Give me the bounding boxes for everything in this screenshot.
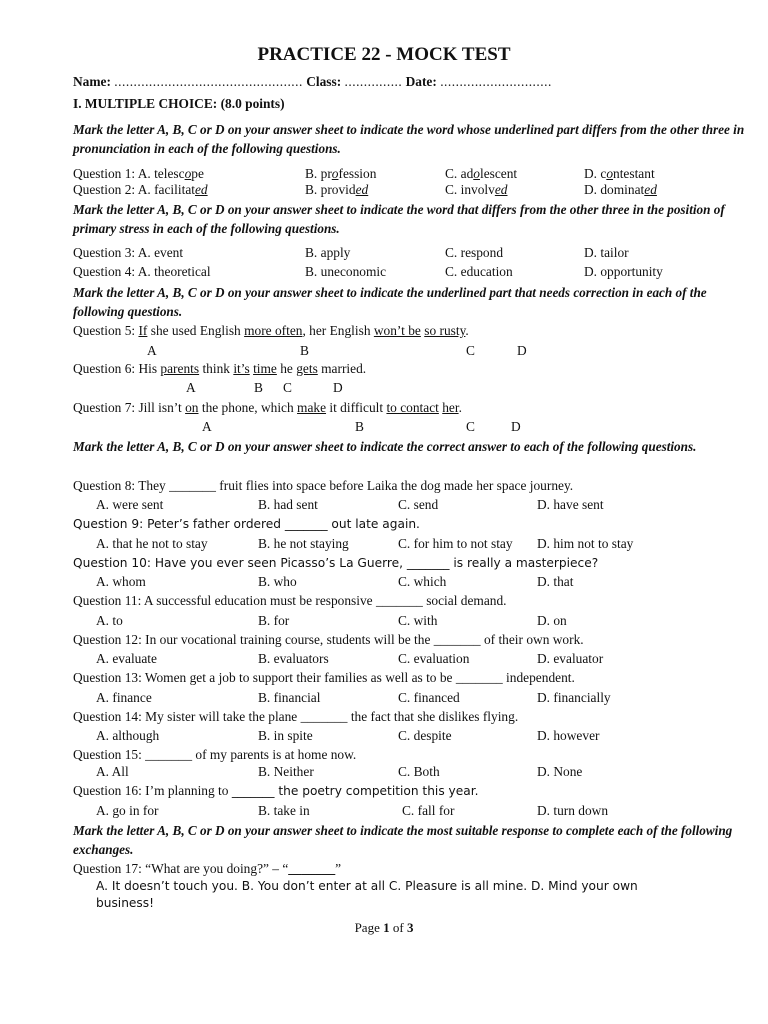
q13-option-b: B. financial [258,690,321,705]
page-footer [0,920,768,936]
q2-option-c: C. involved [445,182,508,197]
q14-option-c: C. despite [398,728,452,743]
q11-option-a: A. to [96,613,123,628]
q13-stem: Question 13: Women get a job to support their families as well as to be _______ independent. [73,670,575,685]
q1-option-c: C. adolescent [445,166,518,181]
q13-option-d: D. financially [537,690,611,705]
q16-option-b: B. take in [258,803,310,818]
q11-option-c: C. with [398,613,438,628]
q9-stem: Question 9: Peter’s father ordered _______ out late again. [73,517,420,531]
q11-stem: Question 11: A successful education must be responsive _______ social demand. [73,593,507,608]
q17-options-cont: business! [96,896,155,910]
q6-label-c: C [283,380,292,395]
q14-stem: Question 14: My sister will take the plane _______ the fact that she dislikes flying. [73,709,519,724]
q15-option-c: C. Both [398,764,440,779]
q12-option-c: C. evaluation [398,651,470,666]
q10-option-c: C. which [398,574,447,589]
q5-label-b: B [300,343,309,358]
q5-label-a: A [147,343,157,358]
q4-option-b: B. uneconomic [305,264,387,279]
q8-option-a: A. were sent [96,497,164,512]
q4-option-d: D. opportunity [584,264,663,279]
q17-options: A. It doesn’t touch you. B. You don’t enter at all C. Pleasure is all mine. D. Mind your own [96,879,638,893]
q7-label-b: B [355,419,364,434]
q7-label-d: D [511,419,521,434]
document-page: PRACTICE 22 - MOCK TEST Name: ................................................. Class: ............... Date: ............................. I. MULTIPLE CHOICE: (8.0 points) Mark the letter A, B, C or D on your answer sheet to indicate the word whose underlined part differs from the other three in pronunciation in each of the following questions. Question 1: A. telescope B. profession C. adolescent D. contestant Question 2: A. facilitated B. provided C. involved D. dominated Mark the letter A, B, C or D on your answer sheet to indicate the word that differs from the other three in the position of primary stress in each of the following questions. Question 3: A. event B. apply C. respond D. tailor Question 4: A. theoretical B. uneconomic C. education D. opportunity Mark the letter A, B, C or D on your answer sheet to indicate the underlined part that needs correction in each of the following questions. Question 5: If she used English more often, her English won’t be so rusty. A B C D Question 6: His parents think it’s time he gets married. A B C D Question 7: Jill isn’t on the phone, which make it difficult to contact her. A B C D Mark the letter A, B, C or D on your answer sheet to indicate the correct answer to each of the following questions. Question 8: They _______ fruit flies into space before Laika the dog made her space journey. A. were sent B. had sent C. send D. have sent Question 9: Peter’s father ordered _______ out late again. A. that he not to stay B. he not staying C. for him to not stay D. him not to stay Question 10: Have you ever seen Picasso’s La Guerre, _______ is really a masterpiece? A. whom B. who C. which D. that Question 11: A successful education must be responsive _______ social demand. A. to B. for C. with D. on Question 12: In our vocational training course, students will be the _______ of their own work. A. evaluate B. evaluators C. evaluation D. evaluator Question 13: Women get a job to support their families as well as to be _______ independent. A. finance B. financial C. financed D. financially Question 14: My sister will take the plane _______ the fact that she dislikes flying. A. although B. in spite C. despite D. however Question 15: _______ of my parents is at home now. A. All B. Neither C. Both D. None Question 16: I’m planning to _______ the poetry competition this year. A. go in for B. take in C. fall for D. turn down Mark the letter A, B, C or D on your answer sheet to indicate the most suitable response to complete each of the following exchanges. Question 17: “What are you doing?” – “_______” A. It doesn’t touch you. B. You don’t enter at all C. Pleasure is all mine. D. Mind your own business! Page 1 of 3 [0,0,768,1024]
name-label: Name: [73,74,111,89]
q10-option-d: D. that [537,574,574,589]
student-info-line [73,74,552,90]
q16-option-c: C. fall for [402,803,455,818]
q12-option-b: B. evaluators [258,651,329,666]
q3-option-b: B. apply [305,245,351,260]
date-label: Date: [405,74,437,89]
q1-stem: Question 1: A. telesc [73,166,185,181]
q16-option-a: A. go in for [96,803,159,818]
instruction-exchanges: Mark the letter A, B, C or D on your answer sheet to indicate the most suitable response to complete each of the following exchanges. [73,823,733,857]
q12-option-a: A. evaluate [96,651,157,666]
q14-option-a: A. although [96,728,160,743]
q17-stem: Question 17: “What are you doing?” – “_______” [73,861,342,876]
name-blank: ................................................. [114,74,303,89]
q9-option-b: B. he not staying [258,536,349,551]
page-title: PRACTICE 22 - MOCK TEST [257,44,511,65]
instruction-pronunciation: Mark the letter A, B, C or D on your answer sheet to indicate the word whose underlined part differs from the other three in pronunciation in each of the following questions. [73,122,745,156]
q5-label-c: C [466,343,475,358]
q7-label-a: A [202,419,212,434]
q8-stem: Question 8: They _______ fruit flies into space before Laika the dog made her space journey. [73,478,574,493]
q10-option-b: B. who [258,574,297,589]
q10-stem: Question 10: Have you ever seen Picasso’s La Guerre, _______ is really a masterpiece? [73,556,599,570]
q15-option-a: A. All [96,764,129,779]
class-blank: ............... [344,74,403,89]
q7-label-c: C [466,419,475,434]
q5-label-d: D [517,343,527,358]
q13-option-c: C. financed [398,690,460,705]
q3-option-c: C. respond [445,245,504,260]
q1-option-b: B. profession [305,166,377,181]
q11-option-d: D. on [537,613,567,628]
q2-option-b: B. provided [305,182,369,197]
page-of: of [392,920,404,935]
q4-stem: Question 4: A. theoretical [73,264,211,279]
q10-option-a: A. whom [96,574,146,589]
q3-option-d: D. tailor [584,245,629,260]
q6-label-d: D [333,380,343,395]
q15-option-b: B. Neither [258,764,314,779]
q1-a-underline: o [184,166,192,181]
q6-label-a: A [186,380,196,395]
q3-stem: Question 3: A. event [73,245,184,260]
q14-option-d: D. however [537,728,600,743]
q9-option-c: C. for him to not stay [398,536,513,551]
q6-label-b: B [254,380,263,395]
q8-option-b: B. had sent [258,497,318,512]
page-label: Page [354,920,380,935]
q16-option-d: D. turn down [537,803,609,818]
q2-stem: Question 2: A. facilitat [73,182,195,197]
class-label: Class: [306,74,342,89]
q14-option-b: B. in spite [258,728,313,743]
q12-stem: Question 12: In our vocational training course, students will be the _______ of their own work. [73,632,584,647]
date-blank: ............................. [440,74,552,89]
q15-stem: Question 15: _______ of my parents is at home now. [73,747,357,762]
q15-option-d: D. None [537,764,583,779]
q4-option-c: C. education [445,264,513,279]
section-heading: I. MULTIPLE CHOICE: (8.0 points) [73,96,285,111]
instruction-stress: Mark the letter A, B, C or D on your answer sheet to indicate the word that differs from the other three in the position of primary stress in each of the following questions. [73,202,725,236]
instruction-correct-answer: Mark the letter A, B, C or D on your answer sheet to indicate the correct answer to each of the following questions. [73,439,697,454]
q8-option-d: D. have sent [537,497,604,512]
q9-option-d: D. him not to stay [537,536,634,551]
page-total: 3 [406,920,414,935]
q8-option-c: C. send [398,497,439,512]
q16-stem: Question 16: I’m planning to _______ the poetry competition this year. [73,783,479,798]
instruction-error-correction: Mark the letter A, B, C or D on your answer sheet to indicate the underlined part that needs correction in each of the following questions. [73,285,707,319]
page-number: 1 [383,920,390,935]
q11-option-b: B. for [258,613,290,628]
q2-option-d: D. dominated [584,182,657,197]
q12-option-d: D. evaluator [537,651,604,666]
q13-option-a: A. finance [96,690,152,705]
q1-option-d: D. contestant [584,166,655,181]
q9-option-a: A. that he not to stay [96,536,208,551]
